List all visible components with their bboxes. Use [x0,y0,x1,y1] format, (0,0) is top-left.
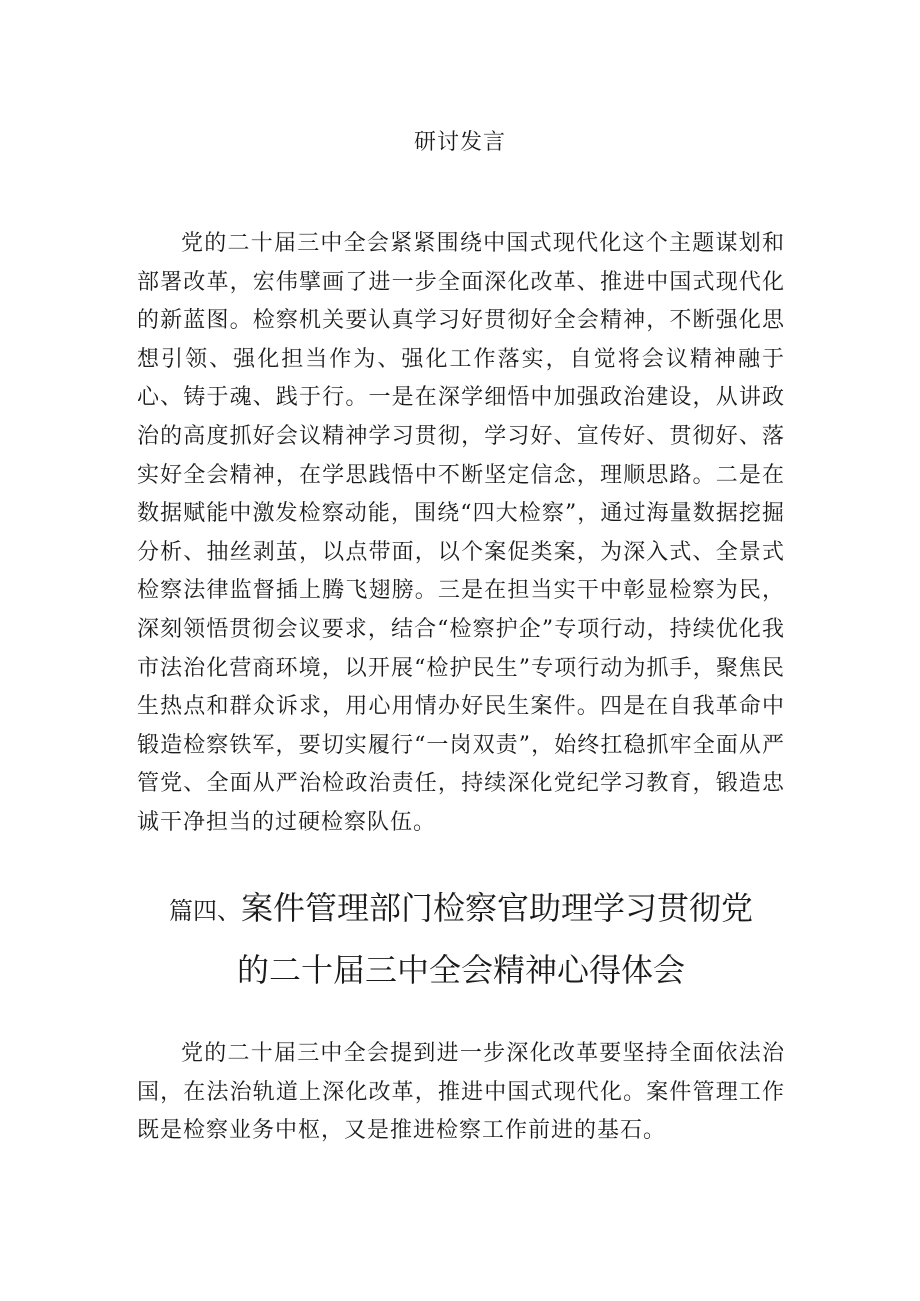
heading-prefix: 篇四、 [168,897,241,925]
heading-line-1 [137,880,785,942]
section-title: 研讨发言 [413,130,506,155]
body-paragraph-2: 党的二十届三中全会提到进一步深化改革要坚持全面依法治国，在法治轨道上深化改革，推进中国式现代化。案件管理工作既是检察业务中枢，又是推进检察工作前进的基石。 [137,1041,785,1144]
heading-title-part-1: 案件管理部门检察官助理学习贯彻党 [240,889,753,927]
heading-title-part-2: 的二十届三中全会精神心得体会 [236,951,685,989]
body-paragraph-1: 党的二十届三中全会紧紧围绕中国式现代化这个主题谋划和部署改革，宏伟擘画了进一步全面深化改革、推进中国式现代化的新蓝图。检察机关要认真学习好贯彻好全会精神，不断强化思想引领、强化担当作为、强化工作落实，自觉将会议精神融于心、铸于魂、践于行。一是在深学细悟中加强政治建设，从讲政治的高度抓好会议精神学习贯彻，学习好、宣传好、贯彻好、落实好全会精神，在学思践悟中不断坚定信念，理顺思路。二是在数据赋能中激发检察动能，围绕“四大检察”，通过海量数据挖掘分析、抽丝剥茧，以点带面，以个案促类案，为深入式、全景式检察法律监督插上腾飞翅膀。三是在担当实干中彰显检察为民，深刻领悟贯彻会议要求，结合“检察护企”专项行动，持续优化我市法治化营商环境，以开展“检护民生”专项行动为抓手，聚焦民生热点和群众诉求，用心用情办好民生案件。四是在自我革命中锻造检察铁军，要切实履行“一岗双责”，始终扛稳抓牢全面从严管党、全面从严治检政治责任，持续深化党纪学习教育，锻造忠诚干净担当的过硬检察队伍。 [137,231,785,835]
article-heading [137,880,785,998]
